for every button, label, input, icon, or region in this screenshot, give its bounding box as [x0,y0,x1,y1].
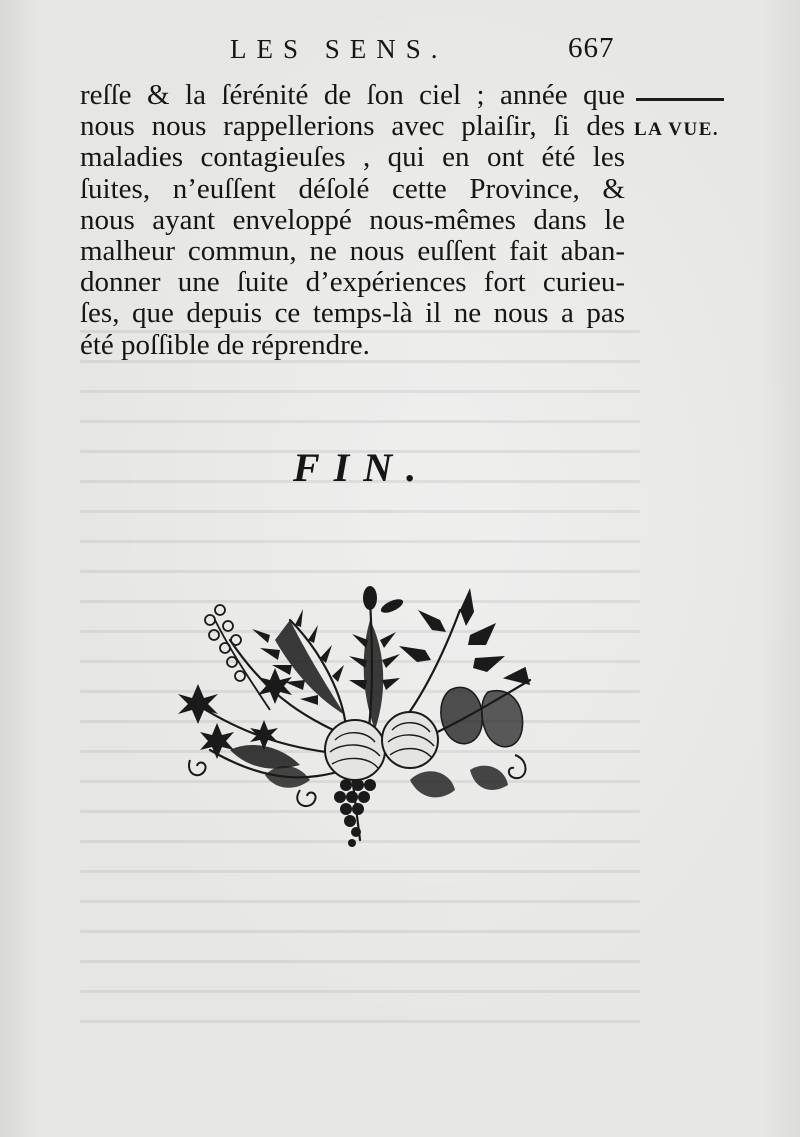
margin-rule [636,98,724,101]
closing-word: FIN. [293,445,431,490]
margin-note: LA VUE. [634,119,720,140]
text-line: maladies contagieuſes , qui en ont été les [80,141,625,174]
body-paragraph [80,80,625,361]
text-line: donner une ſuite d’expériences fort curieu- [80,266,625,299]
floral-fruit-tailpiece-icon [170,580,550,860]
running-head: LES SENS. [230,34,448,64]
text-line: ſuites, n’euſſent déſolé cette Province, & [80,172,625,205]
text-line: nous ayant enveloppé nous-mêmes dans le [80,203,625,236]
text-line: malheur commun, ne nous euſſent fait aban- [80,235,625,268]
text-line: été poſſible de réprendre. [80,328,370,361]
page-number: 667 [568,32,615,64]
text-line: ſes, que depuis ce temps-là il ne nous a pas [80,297,625,330]
text-line: nous nous rappellerions avec plaiſir, ſi des [80,110,625,143]
text-line: reſſe & la ſérénité de ſon ciel ; année que [80,79,625,111]
